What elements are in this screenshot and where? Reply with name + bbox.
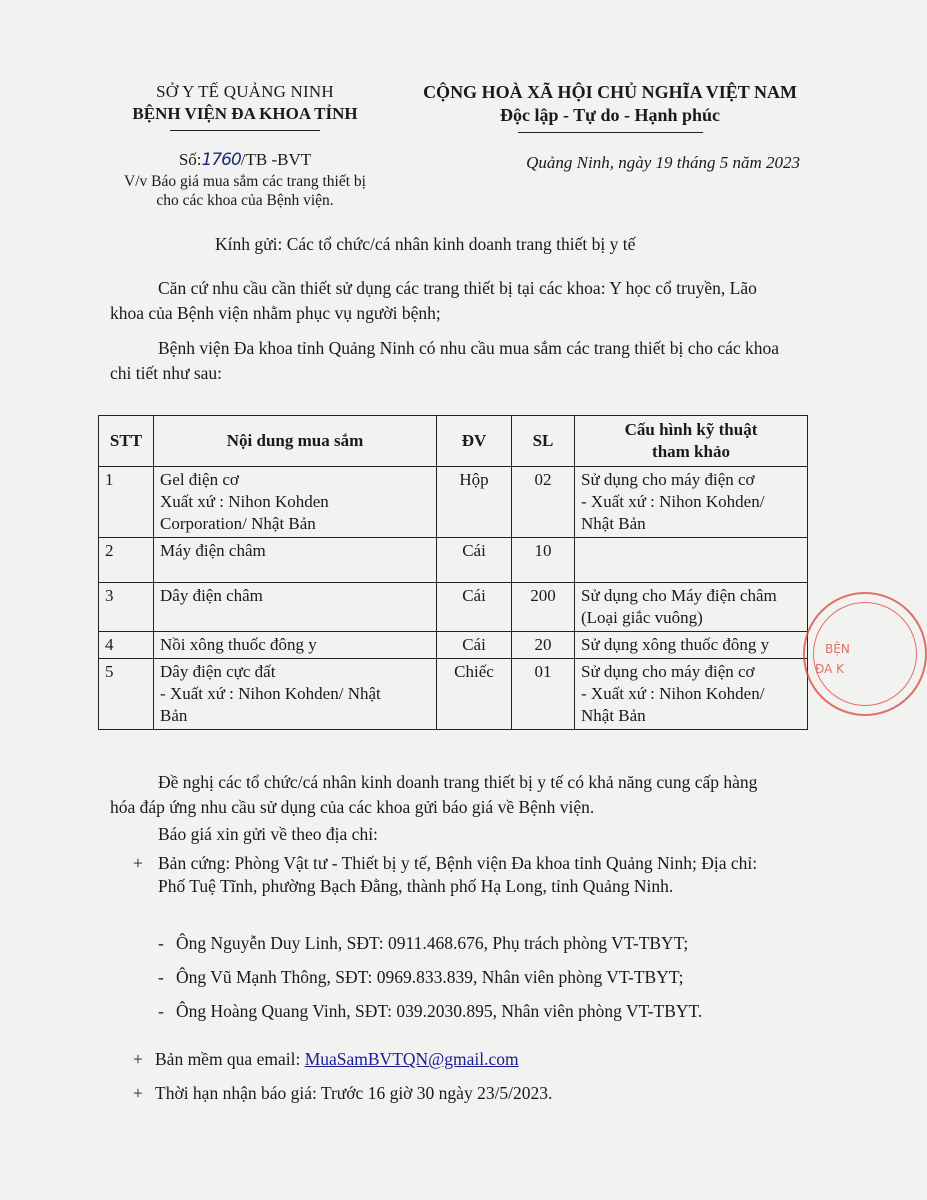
cell-spec <box>575 467 808 538</box>
document-subject <box>100 172 390 210</box>
paragraph-need: Bệnh viện Đa khoa tỉnh Quảng Ninh có nhu cầu mua sắm các trang thiết bị cho các khoa chi tiết như sau: <box>110 338 780 383</box>
header-stt: STT <box>99 416 154 467</box>
subject-line-2: cho các khoa của Bệnh viện. <box>156 192 334 209</box>
cell-spec <box>575 632 808 659</box>
cell-qty: 200 <box>512 583 575 632</box>
contact-person: Ông Hoàng Quang Vinh, SĐT: 039.2030.895, Nhân viên phòng VT-TBYT. <box>176 1001 703 1021</box>
header-spec: Cấu hình kỹ thuật tham khảo <box>575 416 808 467</box>
place-date: Quảng Ninh, ngày 19 tháng 5 năm 2023 <box>526 153 800 172</box>
country-name: CỘNG HOÀ XÃ HỘI CHỦ NGHĨA VIỆT NAM <box>423 82 797 102</box>
cell-spec-line: (Loại giắc vuông) <box>581 608 703 627</box>
paragraph-request: Đề nghị các tổ chức/cá nhân kinh doanh trang thiết bị y tế có khả năng cung cấp hàng hóa đáp ứng nhu cầu sử dụng của các khoa gửi báo giá về Bệnh viện. <box>110 772 758 817</box>
issuer-header <box>100 82 390 131</box>
subject-line-1: V/v Báo giá mua sắm các trang thiết bị <box>124 173 366 190</box>
table-header-row <box>99 416 808 467</box>
plus-marker-deadline: + <box>133 1083 143 1103</box>
contact-person: Ông Vũ Mạnh Thông, SĐT: 0969.833.839, Nhân viên phòng VT-TBYT; <box>176 967 684 987</box>
paragraph-basis: Căn cứ nhu cầu cần thiết sử dụng các trang thiết bị tại các khoa: Y học cổ truyền, Lão khoa của Bệnh viện nhằm phục vụ người bệnh; <box>110 278 757 323</box>
red-seal-stamp <box>803 592 927 716</box>
cell-content-line: Nồi xông thuốc đông y <box>160 635 317 654</box>
cell-unit: Cái <box>437 583 512 632</box>
soft-copy-label: Bản mềm qua email: <box>155 1049 305 1069</box>
cell-stt: 2 <box>99 538 154 583</box>
cell-unit: Chiếc <box>437 659 512 730</box>
cell-content-line: Dây điện châm <box>160 586 263 605</box>
cell-spec <box>575 659 808 730</box>
cell-spec-line: Sử dụng cho Máy điện châm <box>581 586 777 605</box>
dash-marker: - <box>158 1001 164 1021</box>
cell-spec-line: Sử dụng cho máy điện cơ <box>581 662 755 681</box>
header-content: Nội dung mua sắm <box>154 416 437 467</box>
cell-content-line: Gel điện cơ <box>160 470 239 489</box>
cell-spec-line: Nhật Bản <box>581 706 646 725</box>
table-row <box>99 659 808 730</box>
seal-text-2: ĐA K <box>815 662 844 676</box>
soft-copy-line <box>155 1048 519 1071</box>
motto-underline <box>518 132 703 133</box>
contact-person: Ông Nguyễn Duy Linh, SĐT: 0911.468.676, Phụ trách phòng VT-TBYT; <box>176 933 689 953</box>
doc-number-suffix: /TB -BVT <box>240 150 312 169</box>
cell-content-line: Dây điện cực đất <box>160 662 276 681</box>
national-motto: Độc lập - Tự do - Hạnh phúc <box>499 105 721 125</box>
cell-spec <box>575 583 808 632</box>
cell-spec-line: Sử dụng xông thuốc đông y <box>581 635 770 654</box>
document-number <box>100 150 390 170</box>
greeting: Kính gửi: Các tổ chức/cá nhân kinh doanh trang thiết bị y tế <box>215 234 636 254</box>
cell-content <box>154 659 437 730</box>
hospital-name: BỆNH VIỆN ĐA KHOA TỈNH <box>132 104 358 123</box>
cell-spec <box>575 538 808 583</box>
cell-content-line: Corporation/ Nhật Bản <box>160 514 316 533</box>
seal-text-1: BỆN <box>825 642 850 656</box>
cell-spec-line: - Xuất xứ : Nihon Kohden/ <box>581 492 765 511</box>
table-row <box>99 538 808 583</box>
email-link[interactable]: MuaSamBVTQN@gmail.com <box>304 1049 519 1069</box>
cell-qty: 02 <box>512 467 575 538</box>
cell-content <box>154 632 437 659</box>
cell-stt: 4 <box>99 632 154 659</box>
cell-spec-line: Sử dụng cho máy điện cơ <box>581 470 755 489</box>
plus-marker-email: + <box>133 1049 143 1069</box>
cell-content-line: Máy điện châm <box>160 541 266 560</box>
plus-marker-hardcopy: + <box>133 853 143 873</box>
cell-content-line: - Xuất xứ : Nihon Kohden/ Nhật <box>160 684 381 703</box>
doc-number-prefix: Số: <box>178 150 202 169</box>
cell-unit: Hộp <box>437 467 512 538</box>
cell-content <box>154 467 437 538</box>
issuer-underline <box>170 130 320 131</box>
header-qty: SL <box>512 416 575 467</box>
cell-content-line: Bản <box>160 706 188 725</box>
cell-qty: 10 <box>512 538 575 583</box>
cell-content <box>154 583 437 632</box>
cell-qty: 01 <box>512 659 575 730</box>
hard-copy-address: Bản cứng: Phòng Vật tư - Thiết bị y tế, Bệnh viện Đa khoa tỉnh Quảng Ninh; Địa chỉ: Phố Tuệ Tĩnh, phường Bạch Đằng, thành phố Hạ Long, tỉnh Quảng Ninh. <box>158 853 758 896</box>
cell-spec-line: - Xuất xứ : Nihon Kohden/ <box>581 684 765 703</box>
doc-number-handwritten: 1760 <box>201 150 241 170</box>
agency-name: SỞ Y TẾ QUẢNG NINH <box>156 82 334 101</box>
table-row <box>99 583 808 632</box>
header-unit: ĐV <box>437 416 512 467</box>
table-row <box>99 632 808 659</box>
cell-stt: 3 <box>99 583 154 632</box>
dash-marker: - <box>158 933 164 953</box>
cell-unit: Cái <box>437 538 512 583</box>
deadline-text: Thời hạn nhận báo giá: Trước 16 giờ 30 ngày 23/5/2023. <box>155 1083 553 1103</box>
cell-content-line: Xuất xứ : Nihon Kohden <box>160 492 329 511</box>
dash-marker: - <box>158 967 164 987</box>
paragraph-address-intro: Báo giá xin gửi về theo địa chỉ: <box>158 824 378 844</box>
procurement-table <box>98 415 808 730</box>
cell-spec-line: Nhật Bản <box>581 514 646 533</box>
national-header <box>400 82 820 133</box>
cell-qty: 20 <box>512 632 575 659</box>
cell-stt: 5 <box>99 659 154 730</box>
cell-unit: Cái <box>437 632 512 659</box>
table-row <box>99 467 808 538</box>
cell-content <box>154 538 437 583</box>
table-body <box>99 467 808 730</box>
cell-stt: 1 <box>99 467 154 538</box>
